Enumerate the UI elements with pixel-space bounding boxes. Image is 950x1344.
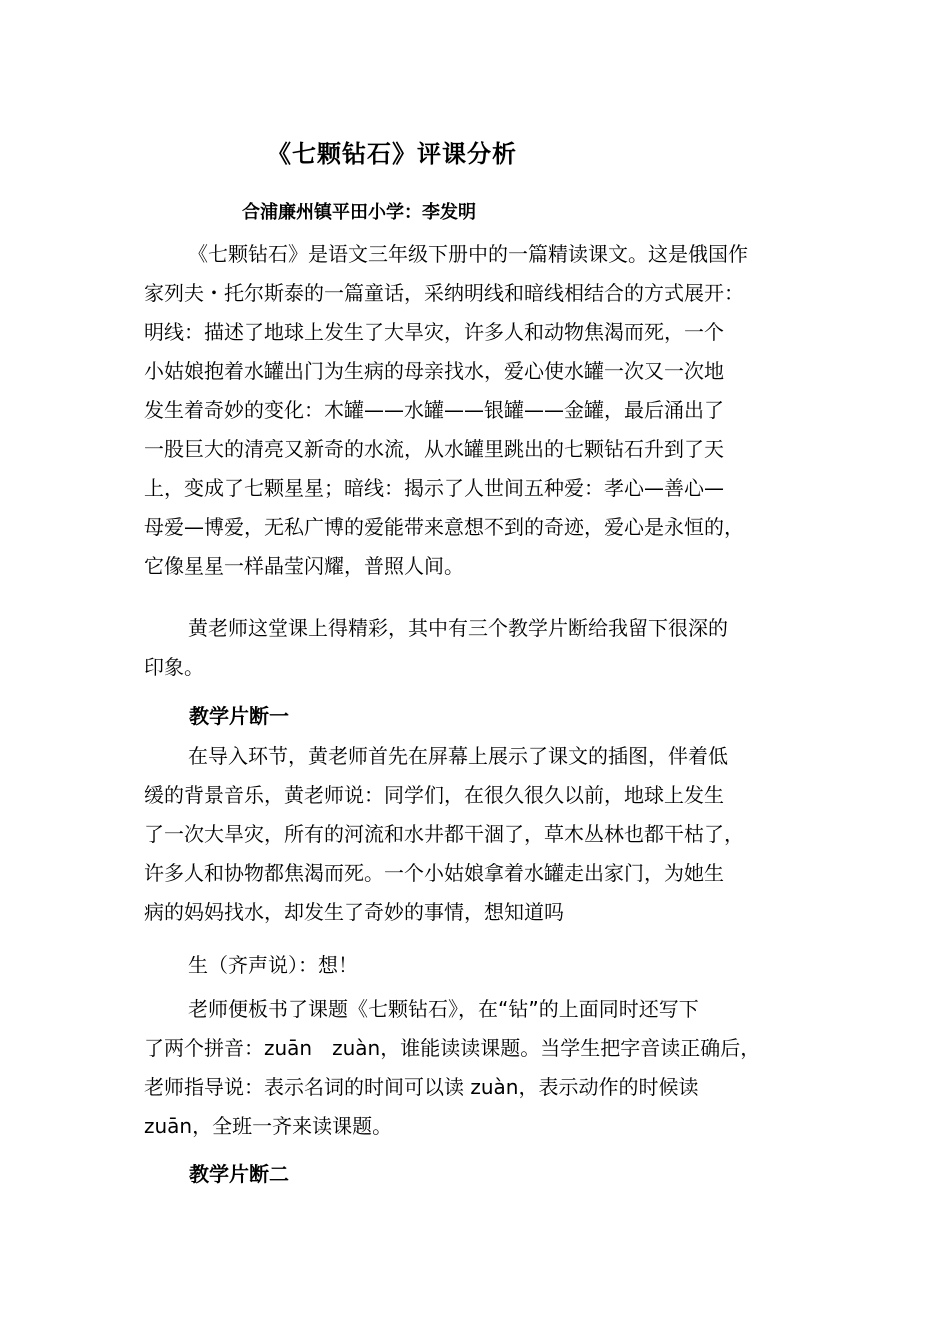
paragraph-line: 明线：描述了地球上发生了大旱灾，许多人和动物焦渴而死，一个 — [144, 320, 724, 344]
paragraph-student-answer — [144, 946, 814, 985]
paragraph-line: 母爱—博爱，无私广博的爱能带来意想不到的奇迹，爱心是永恒的， — [144, 515, 744, 539]
paragraph-line: 病的妈妈找水，却发生了奇妙的事情，想知道吗 — [144, 900, 564, 924]
paragraph-line: zuān，全班一齐来读课题。 — [144, 1114, 393, 1138]
document-title: 《七颗钻石》评课分析 — [267, 140, 517, 168]
paragraph-line: 了两个拼音：zuān zuàn，谁能读读课题。当学生把字音读正确后， — [144, 1036, 761, 1060]
paragraph-line: 一股巨大的清亮又新奇的水流，从水罐里跳出的七颗钻石升到了天 — [144, 437, 724, 461]
paragraph-line: 老师便板书了课题《七颗钻石》，在“钻”的上面同时还写下 — [188, 997, 699, 1021]
paragraph-line: 了一次大旱灾，所有的河流和水井都干涸了，草木丛林也都干枯了， — [144, 822, 744, 846]
author-line: 合浦廉州镇平田小学：李发明 — [242, 202, 476, 223]
paragraph-line: 生（齐声说）：想！ — [188, 953, 358, 977]
paragraph-line: 小姑娘抱着水罐出门为生病的母亲找水，爱心使水罐一次又一次地 — [144, 359, 724, 383]
paragraph-intro — [144, 235, 814, 586]
paragraph-line: 老师指导说：表示名词的时间可以读 zuàn，表示动作的时候读 — [144, 1075, 699, 1099]
paragraph-line: 《七颗钻石》是语文三年级下册中的一篇精读课文。这是俄国作 — [188, 242, 748, 266]
paragraph-line: 它像星星一样晶莹闪耀，普照人间。 — [144, 554, 464, 578]
section-heading-2: 教学片断二 — [189, 1162, 289, 1186]
paragraph-impression — [144, 609, 814, 687]
paragraph-line: 上，变成了七颗星星；暗线：揭示了人世间五种爱：孝心—善心— — [144, 476, 724, 500]
paragraph-line: 印象。 — [144, 655, 204, 679]
paragraph-line: 发生着奇妙的变化：木罐——水罐——银罐——金罐，最后涌出了 — [144, 398, 724, 422]
paragraph-line: 在导入环节，黄老师首先在屏幕上展示了课文的插图，伴着低 — [188, 744, 728, 768]
paragraph-line: 缓的背景音乐，黄老师说：同学们，在很久很久以前，地球上发生 — [144, 783, 724, 807]
paragraph-line: 家列夫・托尔斯泰的一篇童话，采纳明线和暗线相结合的方式展开： — [144, 281, 744, 305]
paragraph-title-reading — [144, 990, 814, 1146]
paragraph-line: 黄老师这堂课上得精彩，其中有三个教学片断给我留下很深的 — [188, 616, 728, 640]
section-heading-1: 教学片断一 — [189, 704, 289, 728]
paragraph-line: 许多人和协物都焦渴而死。一个小姑娘拿着水罐走出家门，为她生 — [144, 861, 724, 885]
paragraph-segment-1 — [144, 737, 814, 932]
